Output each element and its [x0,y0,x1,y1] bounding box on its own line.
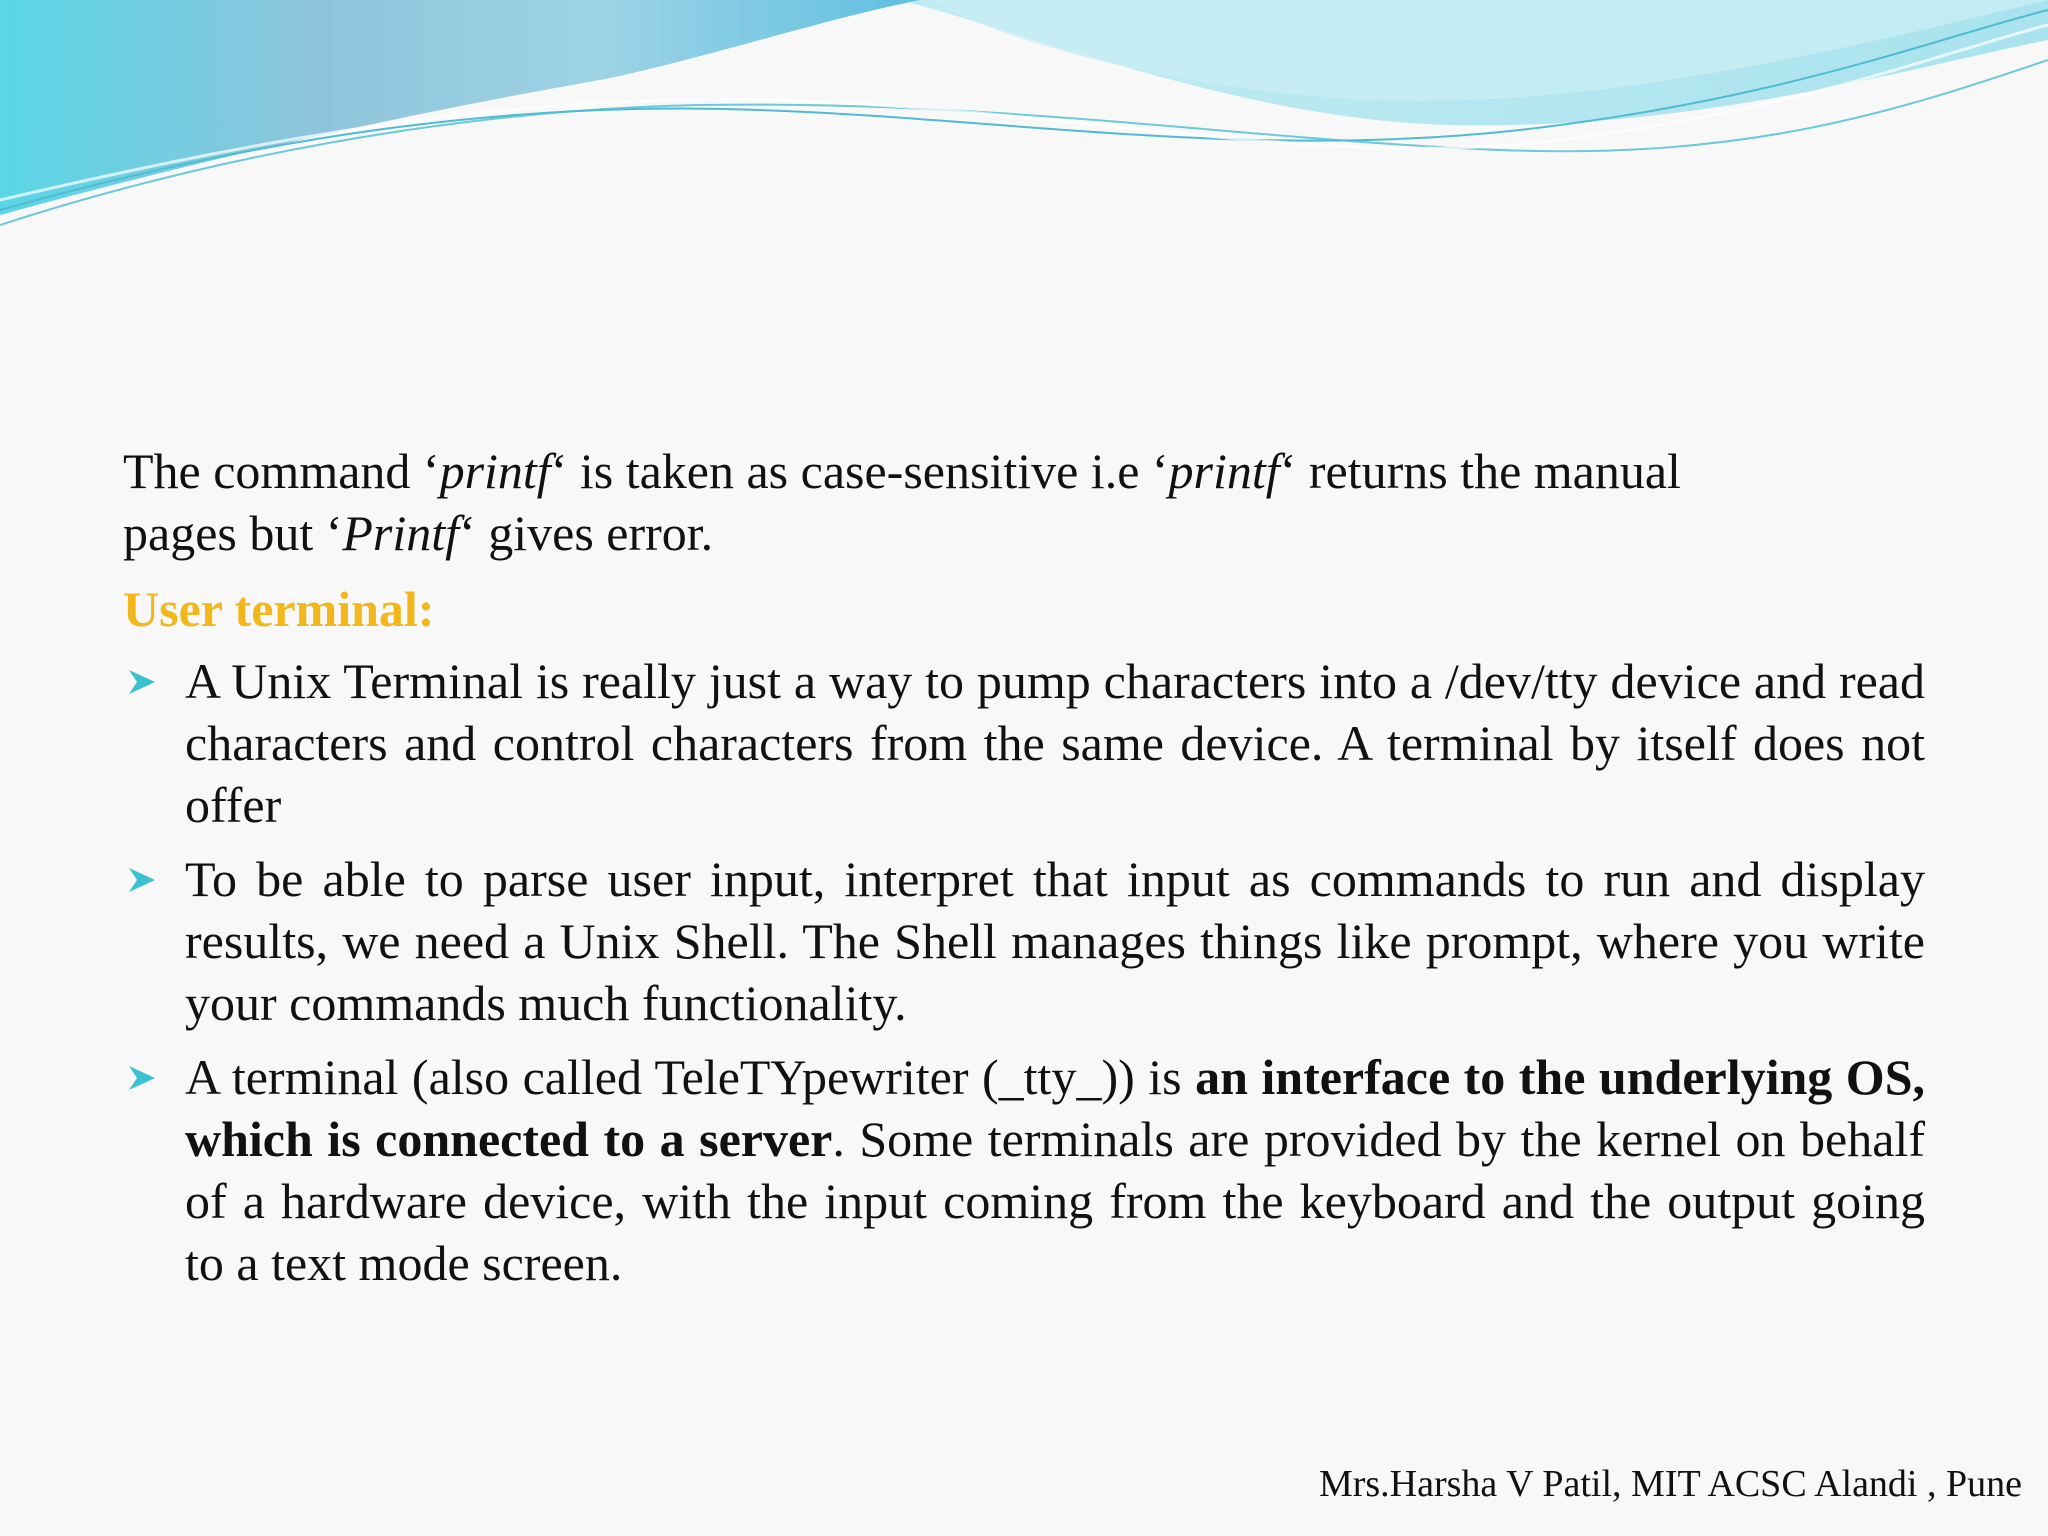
command-Printf: Printf [342,505,460,561]
intro-text: is taken as case-sensitive i.e [567,443,1152,499]
arrowhead-bullet-icon [127,866,157,894]
intro-text: The command [123,443,423,499]
list-item [123,1046,1925,1294]
quote-mark: ‘ [1279,443,1297,499]
list-item [123,848,1925,1034]
intro-text: gives error. [475,505,714,561]
intro-line-2 [123,502,1925,564]
bullet-text: A terminal (also called TeleTYpewriter (_tty_)) is [185,1049,1196,1105]
bullet-text-bold: an interface to the underlying OS, which is connected to a server [185,1049,1925,1167]
quote-mark: ‘ [550,443,568,499]
command-printf: printf [1168,443,1280,499]
intro-text: returns the manual [1296,443,1681,499]
bullet-list [123,650,1925,1294]
quote-mark: ‘ [1151,443,1169,499]
bullet-text: A Unix Terminal is really just a way to pump characters into a /dev/tty device and read characters and control characters from the same device. A terminal by itself does not offer [185,653,1925,833]
intro-text: pages but [123,505,326,561]
list-item [123,650,1925,836]
header-wave-decoration [0,0,2048,240]
arrowhead-bullet-icon [127,668,157,696]
intro-line-1 [123,440,1925,502]
quote-mark: ‘ [459,505,476,561]
bullet-text: . Some terminals are provided by the kernel on behalf of a hardware device, with the input coming from the keyboard and the output going to a text mode screen. [185,1111,1925,1291]
command-printf: printf [439,443,551,499]
quote-mark: ‘ [422,443,440,499]
arrowhead-bullet-icon [127,1064,157,1092]
section-heading: User terminal: [123,581,435,637]
footer-author: Mrs.Harsha V Patil, MIT ACSC Alandi , Pune [1318,1463,2022,1505]
quote-mark: ‘ [325,505,343,561]
slide-content [123,440,1925,1306]
bullet-text: To be able to parse user input, interpret that input as commands to run and display results, we need a Unix Shell. The Shell manages things like prompt, where you write your commands much functionality. [185,851,1925,1031]
